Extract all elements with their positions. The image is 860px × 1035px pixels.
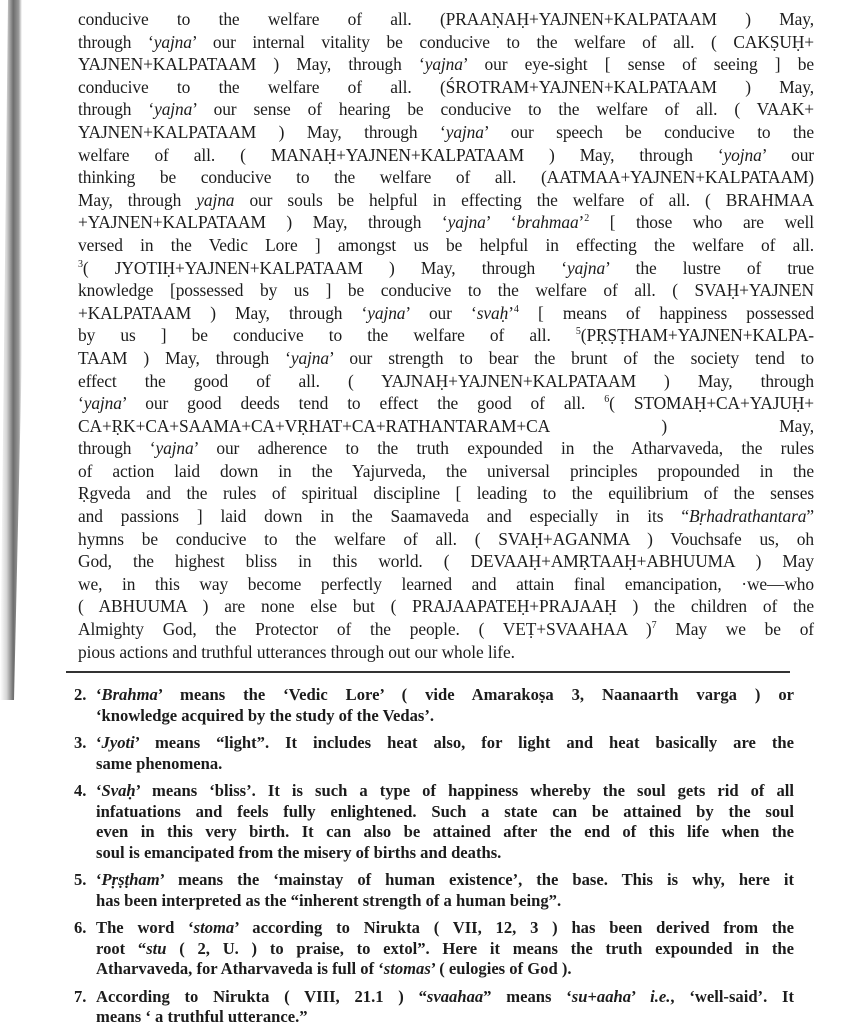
italic-term: svaahaa [426, 986, 484, 1006]
text-line: TAAM ) May, through ‘yajna’ our strength to bear the brunt of the society tend to [78, 347, 814, 368]
footnote-line: ‘Brahma’ means the ‘Vedic Lore’ ( vide Amarakoṣa 3, Naanaarth varga ) or [96, 685, 794, 705]
italic-term: yajna [424, 54, 463, 75]
text-line: through ‘yajna’ our internal vitality be conducive to the welfare of all. ( CAKṢUḤ+ [78, 31, 814, 52]
footnote-5 [74, 870, 794, 911]
text-line: through ‘yajna’ our adherence to the truth expounded in the Atharvaveda, the rules [78, 438, 814, 459]
text-line: and passions ] laid down in the Saamaveda and especially in its “Bṛhadrathantara” [78, 506, 814, 527]
footnote-number: 3. [74, 733, 87, 753]
footnote-number: 4. [74, 781, 87, 801]
footnote-reference: 7 [651, 620, 657, 632]
italic-term: yajna [155, 438, 194, 459]
footnote-line: ‘Svaḥ’ means ‘bliss’. It is such a type of happiness whereby the soul gets rid of all [96, 781, 794, 801]
italic-term: yajna [445, 121, 484, 142]
italic-term: Brahma [101, 685, 158, 705]
italic-term: su+aaha [571, 986, 632, 1006]
italic-term: i.e. [650, 986, 671, 1006]
text-line: hymns be conducive to the welfare of all. ( SVAḤ+AGANMA ) Vouchsafe us, oh [78, 528, 814, 549]
footnote-reference: 3 [78, 258, 83, 270]
footnote-text [96, 870, 794, 911]
footnote-reference: 2 [584, 213, 590, 225]
footnote-3 [74, 733, 794, 774]
italic-term: svaḥ [476, 302, 509, 323]
italic-term: yajna [154, 99, 193, 120]
footnote-line: ‘knowledge acquired by the study of the Vedas’. [96, 705, 435, 725]
text-line: of action laid down in the Yajurveda, the universal principles propounded in the [78, 460, 814, 481]
italic-term: yajna [367, 302, 406, 323]
italic-term: Svaḥ [101, 781, 136, 801]
footnotes-section [74, 685, 814, 1028]
text-line: effect the good of all. ( YAJNAḤ+YAJNEN+KALPATAAM ) May, through [78, 370, 814, 391]
text-line: YAJNEN+KALPATAAM ) May, through ‘yajna’ our speech be conducive to the [78, 121, 814, 142]
footnote-line: Atharvaveda, for Atharvaveda is full of ‘stomas’ ( eulogies of God ). [96, 959, 572, 979]
text-line: YAJNEN+KALPATAAM ) May, through ‘yajna’ our eye-sight [ sense of seeing ] be [78, 54, 814, 75]
footnote-text [96, 733, 794, 774]
footnote-7 [74, 987, 794, 1028]
italic-term: yojna [723, 144, 762, 165]
text-line: conducive to the welfare of all. (PRAAṆAḤ+YAJNEN+KALPATAAM ) May, [78, 9, 814, 29]
text-line: May, through yajna our souls be helpful in effecting the welfare of all. ( BRAHMAA [78, 189, 814, 210]
text-line: ‘yajna’ our good deeds tend to effect the good of all. $^6$( STOMAḤ+CA+YAJUḤ+ [78, 393, 814, 414]
text-line: Ṛgveda and the rules of spiritual discipline [ leading to the equilibrium of the senses [78, 483, 814, 504]
italic-term: Bṛhadrathantara [689, 506, 807, 527]
footnote-number: 6. [74, 918, 87, 938]
footnote-divider [66, 671, 790, 673]
footnote-text [96, 781, 794, 863]
text-line: ( ABHUUMA ) are none else but ( PRAJAAPATEḤ+PRAJAAḤ ) the children of the [78, 596, 814, 617]
text-line: versed in the Vedic Lore ] amongst us be helpful in effecting the welfare of all. [78, 234, 814, 255]
footnote-reference: 4 [513, 303, 519, 315]
footnote-number: 5. [74, 870, 87, 890]
italic-term: Pṛṣṭham [101, 870, 160, 890]
italic-term: yajna [83, 393, 122, 414]
footnote-number: 7. [74, 986, 87, 1006]
text-line: CA+ṚK+CA+SAAMA+CA+VṚHAT+CA+RATHANTARAM+CA ) May, [78, 415, 814, 436]
italic-term: yajna [566, 257, 606, 278]
footnote-2 [74, 685, 794, 726]
footnote-number: 2. [74, 685, 87, 705]
footnote-line: The word ‘stoma’ according to Nirukta ( VII, 12, 3 ) has been derived from the [96, 918, 795, 938]
italic-term: stu [146, 938, 167, 958]
italic-term: stoma [193, 918, 235, 938]
italic-term: yajna [447, 212, 486, 233]
footnote-text [96, 685, 794, 726]
italic-term: yajna [153, 31, 192, 52]
footnote-line: means ‘ a truthful utterance.” [96, 1007, 308, 1027]
text-line: by us ] be conducive to the welfare of all. $^5$(PṚṢṬHAM+YAJNEN+KALPA- [78, 325, 814, 346]
text-line: knowledge [possessed by us ] be conducive to the welfare of all. ( SVAḤ+YAJNEN [78, 280, 814, 301]
text-line: through ‘yajna’ our sense of hearing be conducive to the welfare of all. ( VAAK+ [78, 99, 814, 120]
text-line: +YAJNEN+KALPATAAM ) May, through ‘yajna’ ‘brahmaa’$^2$ [ those who are well [78, 212, 815, 233]
book-binding-shadow [0, 0, 22, 700]
footnote-line: infatuations and feels fully enlightened. Such a state can be attained by the soul [96, 801, 794, 821]
text-line: God, the highest bliss in this world. ( DEVAAḤ+AMṚTAAḤ+ABHUUMA ) May [78, 551, 814, 572]
text-line: we, in this way become perfectly learned and attain final emancipation, ·we—who [78, 573, 814, 594]
italic-term: stomas [383, 959, 431, 979]
text-line: $^3$( JYOTIḤ+YAJNEN+KALPATAAM ) May, through ‘yajna’ the lustre of true [78, 257, 814, 278]
text-line: pious actions and truthful utterances through out our whole life. [78, 641, 515, 662]
text-line: +KALPATAAM ) May, through ‘yajna’ our ‘svaḥ’$^4$ [ means of happiness possessed [78, 302, 814, 323]
footnote-reference: 6 [604, 394, 610, 406]
footnote-text [96, 918, 794, 980]
footnote-text [96, 987, 794, 1028]
footnote-reference: 5 [575, 326, 581, 338]
text-line: Almighty God, the Protector of the people. ( VEṬ+SVAAHAA )$^7$ May we be of [78, 619, 814, 640]
footnote-line: soul is emancipated from the misery of births and deaths. [96, 842, 502, 862]
italic-term: brahmaa [516, 212, 579, 233]
text-line: conducive to the welfare of all. (ŚROTRAM+YAJNEN+KALPATAAM ) May, [78, 76, 814, 97]
italic-term: yajna [196, 189, 235, 210]
italic-term: Jyoti [101, 733, 135, 753]
text-line: welfare of all. ( MANAḤ+YAJNEN+KALPATAAM ) May, through ‘yojna’ our [78, 144, 815, 165]
book-page [74, 8, 814, 1035]
footnote-line: root “stu ( 2, U. ) to praise, to extol”. Here it means the truth expounded in the [96, 938, 794, 958]
main-paragraph [74, 8, 814, 663]
footnote-line: same phenomena. [96, 753, 223, 773]
footnote-line: ‘Pṛṣṭham’ means the ‘mainstay of human existence’, the base. This is why, here it [96, 870, 794, 890]
footnote-4 [74, 781, 794, 863]
footnote-line: has been interpreted as the “inherent strength of a human being”. [96, 890, 562, 910]
footnote-line: According to Nirukta ( VIII, 21.1 ) “svaahaa” means ‘su+aaha’ i.e., ‘well-said’. It [96, 986, 794, 1006]
footnote-6 [74, 918, 794, 980]
footnote-line: even in this very birth. It can also be attained after the end of this life when the [96, 822, 794, 842]
text-line: thinking be conducive to the welfare of all. (AATMAA+YAJNEN+KALPATAAM) [78, 167, 814, 188]
italic-term: yajna [290, 347, 329, 368]
footnote-line: ‘Jyoti’ means “light”. It includes heat also, for light and heat basically are the [96, 733, 794, 753]
